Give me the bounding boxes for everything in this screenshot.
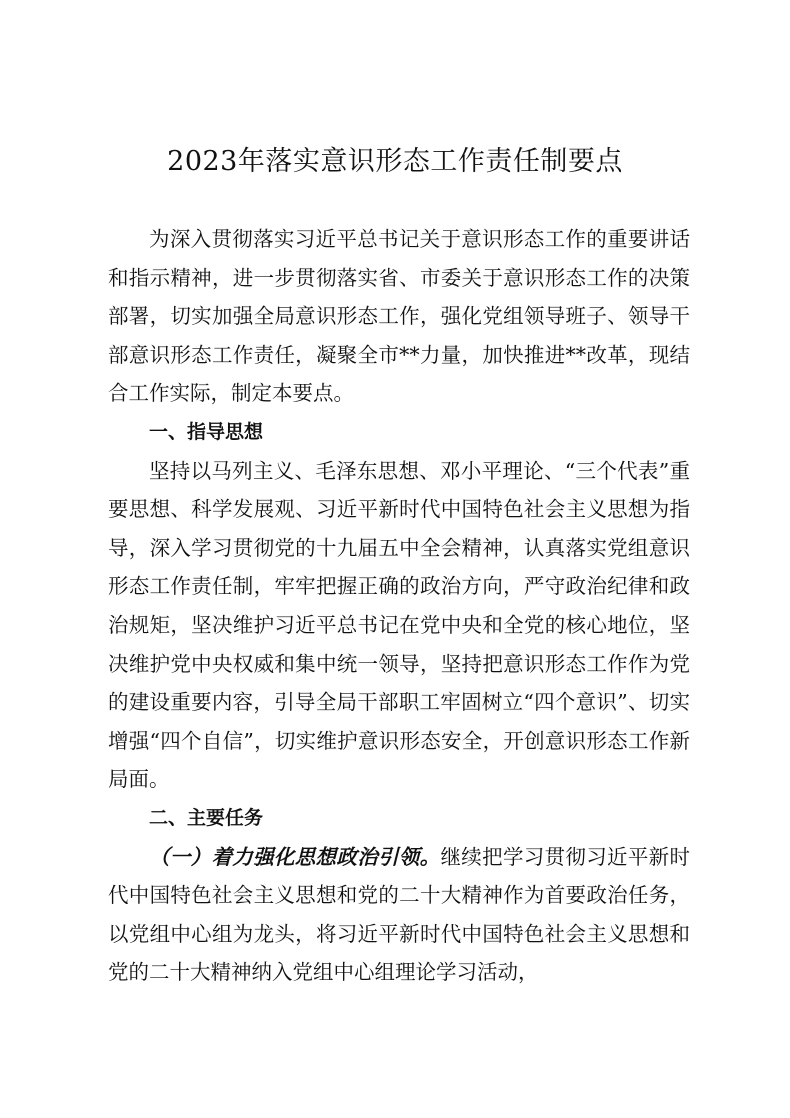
intro-paragraph: 为深入贯彻落实习近平总书记关于意识形态工作的重要讲话和指示精神，进一步贯彻落实省、市委关于意识形态工作的决策部署，切实加强全局意识形态工作，强化党组领导班子、领导干部意识形态工作责任，凝聚全市**力量，加快推进**改革，现结合工作实际，制定本要点。 — [108, 227, 690, 406]
task-item-body: 继续把学习贯彻习近平新时代中国特色社会主义思想和党的二十大精神作为首要政治任务，以党组中心组为龙头，将习近平新时代中国特色社会主义思想和党的二十大精神纳入党组中心组理论学习活动， — [108, 844, 691, 985]
section-heading-guiding-ideology: 一、指导思想 — [149, 420, 264, 443]
main-tasks-paragraph — [108, 838, 690, 992]
document-body — [108, 220, 690, 992]
section-heading-main-tasks: 二、主要任务 — [149, 806, 264, 829]
document-title: 2023年落实意识形态工作责任制要点 — [167, 146, 623, 177]
task-item-heading: （一）着力强化思想政治引领。 — [149, 844, 441, 869]
guiding-ideology-paragraph: 坚持以马列主义、毛泽东思想、邓小平理论、“三个代表”重要思想、科学发展观、习近平新时代中国特色社会主义思想为指导，深入学习贯彻党的十九届五中全会精神，认真落实党组意识形态工作责任制，牢牢把握正确的政治方向，严守政治纪律和政治规矩，坚决维护习近平总书记在党中央和全党的核心地位，坚决维护党中央权威和集中统一领导，坚持把意识形态工作作为党的建设重要内容，引导全局干部职工牢固树立“四个意识”、切实增强“四个自信”，切实维护意识形态安全，开创意识形态工作新局面。 — [108, 458, 690, 792]
